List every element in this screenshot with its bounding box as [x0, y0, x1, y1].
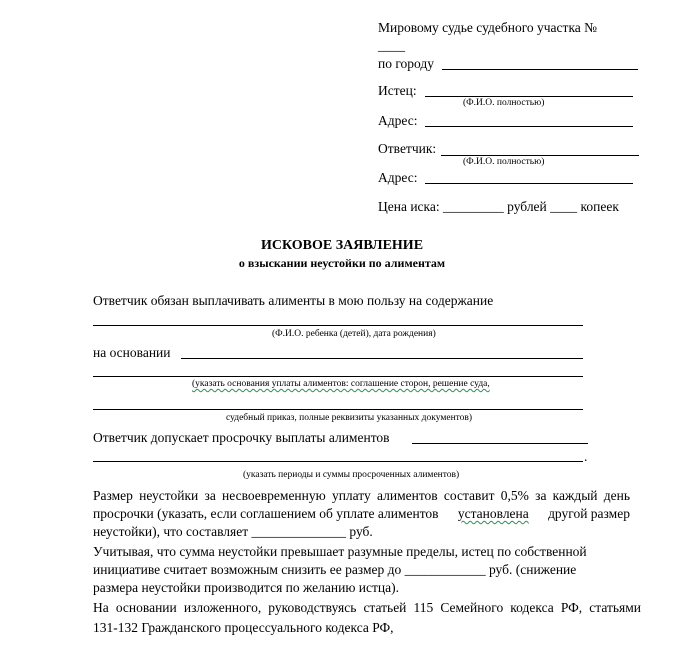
ground-line-2: 131-132 Гражданского процессуального кодекса РФ,	[93, 620, 394, 635]
basis-blank-line-2	[93, 376, 583, 377]
defendant-label: Ответчик:	[378, 141, 437, 156]
periods-line-end: .	[584, 449, 588, 464]
city-blank-line	[442, 69, 638, 70]
document-subtitle: о взыскании неустойки по алиментам	[238, 256, 446, 270]
defendant-blank-line	[441, 155, 639, 156]
child-blank-line	[93, 325, 583, 326]
city-label: по городу	[378, 56, 435, 71]
basis-hint-1: (указать основания уплаты алиментов: соглашение сторон, решение суда,	[192, 379, 490, 389]
plaintiff-address-line	[425, 126, 633, 127]
obligation-text: Ответчик обязан выплачивать алименты в мою пользу на содержание	[93, 293, 494, 308]
plaintiff-blank-line	[425, 96, 633, 97]
document-title: ИСКОВОЕ ЗАЯВЛЕНИЕ	[260, 238, 424, 253]
penalty-line-2-start: просрочки (указать, если соглашением об уплате алиментов	[93, 506, 439, 521]
ground-line-1: На основании изложенного, руководствуясь статьей 115 Семейного кодекса РФ, статьями	[93, 600, 641, 615]
reduce-line-2: инициативе считает возможным снизить ее размер до ____________ руб. (снижение	[93, 562, 577, 577]
basis-label: на основании	[93, 345, 171, 360]
delay-blank-line	[412, 443, 588, 444]
penalty-line-1: Размер неустойки за несвоевременную уплату алиментов составит 0,5% за каждый день	[93, 488, 630, 503]
defendant-address-line	[425, 183, 633, 184]
child-hint: (Ф.И.О. ребенка (детей), дата рождения)	[272, 329, 436, 339]
penalty-line-2-established: установлена	[457, 506, 529, 521]
basis-blank-line-3	[93, 409, 583, 410]
reduce-line-1: Учитывая, что сумма неустойки превышает разумные пределы, истец по собственной	[93, 544, 587, 559]
defendant-address-label: Адрес:	[378, 170, 418, 185]
periods-hint: (указать периоды и суммы просроченных алиментов)	[243, 470, 460, 480]
defendant-fio-hint: (Ф.И.О. полностью)	[463, 157, 545, 167]
delay-text: Ответчик допускает просрочку выплаты алиментов	[93, 430, 390, 445]
claim-price: Цена иска: _________ рублей ____ копеек	[378, 199, 619, 214]
penalty-line-2-end: другой размер	[548, 506, 630, 521]
penalty-line-2	[93, 506, 630, 522]
judge-section-blank: ____	[378, 38, 405, 53]
basis-blank-line	[181, 358, 583, 359]
reduce-line-3: размера неустойки производится по желанию истца).	[93, 580, 400, 595]
plaintiff-address-label: Адрес:	[378, 113, 418, 128]
judge-line: Мировому судье судебного участка №	[378, 20, 598, 35]
periods-blank-line	[93, 461, 583, 462]
basis-hint-2: судебный приказ, полные реквизиты указанных документов)	[226, 413, 473, 423]
plaintiff-label: Истец:	[378, 83, 417, 98]
penalty-line-3: неустойки), что составляет ______________ руб.	[93, 524, 373, 539]
plaintiff-fio-hint: (Ф.И.О. полностью)	[463, 98, 545, 108]
